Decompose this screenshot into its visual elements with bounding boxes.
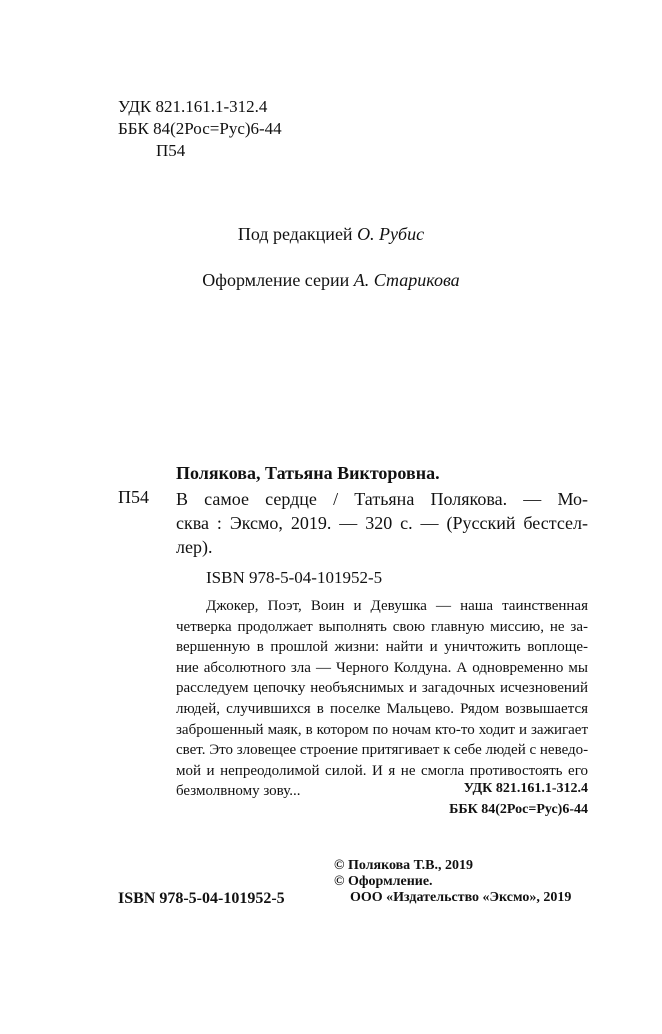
udk-code: УДК 821.161.1-312.4 <box>118 97 268 116</box>
footer-classification-codes <box>408 778 588 820</box>
annotation-line: вершенную в прошлой жизни: найти и уничтожить воплоще- <box>176 639 588 656</box>
annotation-line: безмолвному зову... <box>176 783 301 800</box>
record-isbn: ISBN 978-5-04-101952-5 <box>206 568 383 587</box>
annotation-line: четверка продолжает выполнять свою главную миссию, не за- <box>176 618 588 635</box>
footer-udk-code: УДК 821.161.1-312.4 <box>463 781 588 796</box>
annotation-line: мой и непреодолимой силой. И я не смогла противостоять его <box>176 762 588 779</box>
annotation-line: заброшенный маяк, в котором по ночам кто-то ходит и зажигает <box>176 721 588 738</box>
record-author-sign: П54 <box>118 487 149 507</box>
copyright-publisher: ООО «Издательство «Эксмо», 2019 <box>350 890 572 905</box>
copyright-design: © Оформление. <box>334 874 433 889</box>
header-classification-codes <box>118 96 282 162</box>
footer-bbk-code: ББК 84(2Рос=Рус)6-44 <box>449 802 588 817</box>
copyright-author: © Полякова Т.В., 2019 <box>334 858 473 873</box>
editor-prefix: Под редакцией <box>237 224 353 244</box>
description-line: В самое сердце / Татьяна Полякова. — Мо- <box>176 489 588 509</box>
bibliographic-description <box>176 487 588 559</box>
annotation-line: людей, случившихся в поселке Мальцево. Рядом возвышается <box>176 700 588 717</box>
description-line: лер). <box>176 537 213 557</box>
bbk-code: ББК 84(2Рос=Рус)6-44 <box>118 119 282 138</box>
editor-name: О. Рубис <box>357 224 425 244</box>
design-prefix: Оформление серии <box>202 270 350 290</box>
copyright-block <box>334 858 571 906</box>
record-author: Полякова, Татьяна Викторовна. <box>176 463 440 483</box>
editor-credit <box>0 224 662 245</box>
annotation-line: свет. Это зловещее строение притягивает к себе людей с неведо- <box>176 742 589 759</box>
series-design-credit <box>0 270 662 291</box>
design-name: А. Старикова <box>353 270 460 290</box>
annotation-line: расследуем цепочку необъяснимых и загадочных исчезновений <box>176 680 588 697</box>
annotation-line: ние абсолютного зла — Черного Колдуна. А одновременно мы <box>176 659 588 676</box>
bottom-isbn: ISBN 978-5-04-101952-5 <box>118 890 285 907</box>
annotation <box>176 596 588 802</box>
description-line: сква : Эксмо, 2019. — 320 с. — (Русский бестсел- <box>176 513 588 533</box>
annotation-line: Джокер, Поэт, Воин и Девушка — наша таинственная <box>206 598 588 614</box>
author-sign: П54 <box>156 141 186 160</box>
